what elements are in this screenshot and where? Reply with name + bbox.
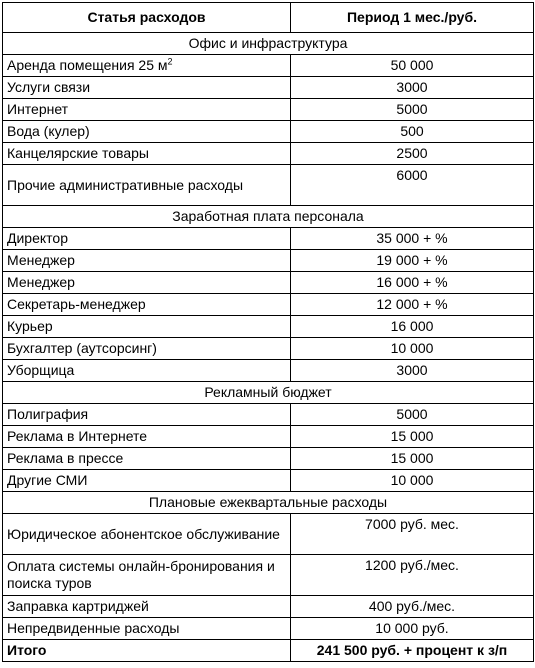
table-row [3, 121, 534, 143]
expense-value: 16 000 [291, 316, 534, 338]
section-title: Рекламный бюджет [3, 382, 534, 404]
section-row [3, 492, 534, 514]
expenses-table [2, 2, 534, 662]
expense-name: Бухгалтер (аутсорсинг) [3, 338, 291, 360]
header-period: Период 1 мес./руб. [291, 3, 534, 33]
section-row [3, 33, 534, 55]
table-row [3, 55, 534, 77]
expense-value: 15 000 [291, 448, 534, 470]
table-row [3, 555, 534, 596]
section-title: Заработная плата персонала [3, 206, 534, 228]
table-row [3, 316, 534, 338]
table-row [3, 618, 534, 640]
table-row [3, 426, 534, 448]
expense-value: 5000 [291, 99, 534, 121]
expense-value: 1200 руб./мес. [291, 555, 534, 596]
expense-value: 3000 [291, 77, 534, 99]
expense-value: 12 000 + % [291, 294, 534, 316]
expense-name: Менеджер [3, 272, 291, 294]
expense-name: Прочие административные расходы [3, 165, 291, 206]
expense-name: Реклама в Интернете [3, 426, 291, 448]
expense-name: Аренда помещения 25 $м^2$ [3, 55, 291, 77]
expense-value: 16 000 + % [291, 272, 534, 294]
expense-value: 15 000 [291, 426, 534, 448]
header-expense-item: Статья расходов [3, 3, 291, 33]
expense-name: Оплата системы онлайн-бронирования и поиска туров [3, 555, 291, 596]
expense-name: Услуги связи [3, 77, 291, 99]
expense-name: Заправка картриджей [3, 596, 291, 618]
total-value: 241 500 руб. + процент к з/п [291, 640, 534, 662]
expense-value: 3000 [291, 360, 534, 382]
superscript: 2 [167, 56, 173, 67]
expense-value: 7000 руб. мес. [291, 514, 534, 555]
expense-value: 10 000 [291, 338, 534, 360]
table-row [3, 294, 534, 316]
expense-value: 5000 [291, 404, 534, 426]
expense-value: 10 000 [291, 470, 534, 492]
total-label: Итого [3, 640, 291, 662]
table-row [3, 77, 534, 99]
expense-name: Реклама в прессе [3, 448, 291, 470]
expense-value: 19 000 + % [291, 250, 534, 272]
expense-value: 50 000 [291, 55, 534, 77]
table-row [3, 360, 534, 382]
expense-value: 500 [291, 121, 534, 143]
table-header-row [3, 3, 534, 33]
expense-value: 2500 [291, 143, 534, 165]
expense-name: Секретарь-менеджер [3, 294, 291, 316]
expense-value: 35 000 + % [291, 228, 534, 250]
expense-name: Директор [3, 228, 291, 250]
section-title: Офис и инфраструктура [3, 33, 534, 55]
expense-name: Канцелярские товары [3, 143, 291, 165]
table-row [3, 99, 534, 121]
table-row [3, 165, 534, 206]
expense-name: Уборщица [3, 360, 291, 382]
expense-value: 400 руб./мес. [291, 596, 534, 618]
expense-name: Полиграфия [3, 404, 291, 426]
table-row [3, 143, 534, 165]
table-row [3, 404, 534, 426]
section-title: Плановые ежеквартальные расходы [3, 492, 534, 514]
section-row [3, 382, 534, 404]
table-row [3, 448, 534, 470]
table-row [3, 470, 534, 492]
table-row [3, 228, 534, 250]
expense-name: Менеджер [3, 250, 291, 272]
expense-value: 6000 [291, 165, 534, 206]
total-row [3, 640, 534, 662]
expense-name: Юридическое абонентское обслуживание [3, 514, 291, 555]
table-row [3, 272, 534, 294]
expense-name: Другие СМИ [3, 470, 291, 492]
table-row [3, 596, 534, 618]
table-row [3, 514, 534, 555]
expense-name: Интернет [3, 99, 291, 121]
expense-name: Непредвиденные расходы [3, 618, 291, 640]
expense-value: 10 000 руб. [291, 618, 534, 640]
section-row [3, 206, 534, 228]
table-row [3, 338, 534, 360]
table-row [3, 250, 534, 272]
expense-name: Курьер [3, 316, 291, 338]
expense-name: Вода (кулер) [3, 121, 291, 143]
